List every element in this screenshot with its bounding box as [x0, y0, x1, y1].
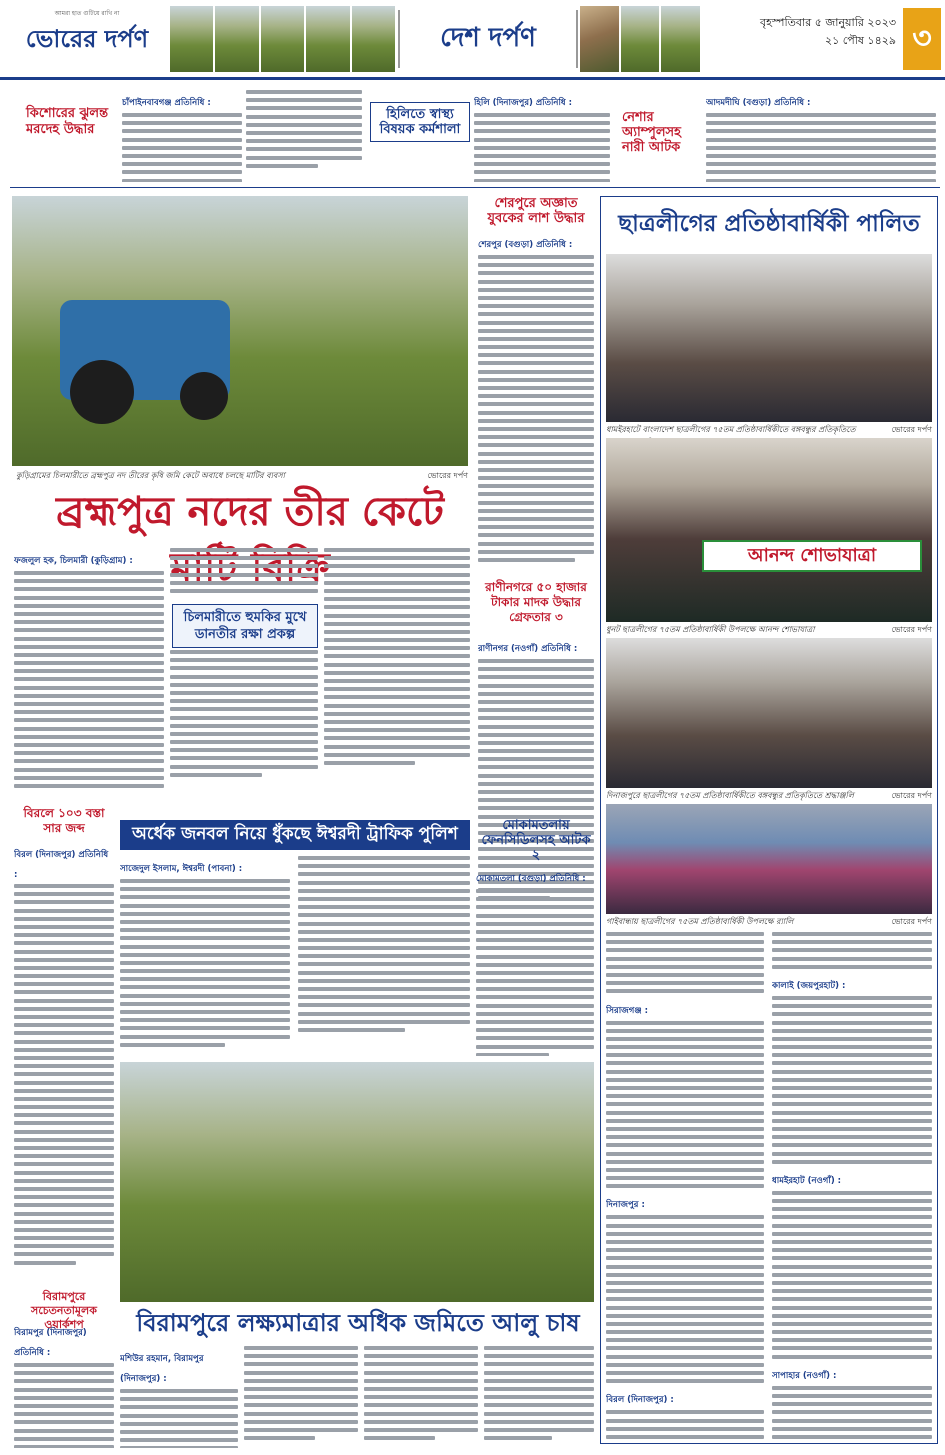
- article-kishor-col2: [246, 90, 362, 182]
- article-hili-col1: [474, 90, 610, 182]
- article-mokamtola: [476, 866, 594, 1056]
- headline-biram-workshop: বিরামপুরে সচেতনতামূলক ওয়ার্কশপ: [31, 1290, 97, 1331]
- lead-headline: ব্রহ্মপুত্র নদের তীর কেটে: [56, 489, 444, 535]
- right-headline: ছাত্রলীগের প্রতিষ্ঠাবার্ষিকী পালিত: [618, 211, 920, 237]
- right-photo-3-credit: ভোরের দর্পণ: [891, 791, 932, 800]
- headline-hili: হিলিতে স্বাস্থ্য বিষয়ক কর্মশালা: [370, 102, 470, 142]
- bottom-article-col3: [364, 1346, 478, 1448]
- right-photo-3-caption: দিনাজপুরে ছাত্রলীগের ৭৫তম প্রতিষ্ঠাবার্ষিকীতে বঙ্গবন্ধুর প্রতিকৃতিতে শ্রদ্ধাঞ্জলি: [606, 791, 854, 800]
- header-photo-strip: [170, 6, 395, 72]
- right-photo-2: [606, 438, 932, 622]
- byline: ধামইরহাট (নওগাঁ) :: [772, 1175, 842, 1186]
- lead-article-col3: [324, 548, 470, 792]
- bottom-article-col1: [120, 1346, 238, 1448]
- header-photo: [661, 6, 700, 72]
- byline: কালাই (জয়পুরহাট) :: [772, 980, 846, 991]
- right-photo-4: [606, 804, 932, 914]
- right-photo-2-credit: ভোরের দর্পণ: [891, 625, 932, 634]
- byline: বিরল (দিনাজপুর) প্রতিনিধি :: [14, 850, 109, 880]
- headline-fertilizer: বিরলে ১০৩ বস্তা সার জব্দ: [23, 806, 105, 835]
- headline-kishor: কিশোরের ঝুলন্ত মরদেহ উদ্ধার: [26, 106, 109, 137]
- article-sherpur: [478, 232, 594, 576]
- lead-byline: ফজলুল হক, চিলমারী (কুড়িগ্রাম) :: [14, 556, 133, 566]
- right-photo-3: [606, 638, 932, 788]
- article-traffic-col2: [298, 856, 470, 1056]
- date-gregorian: বৃহস্পতিবার ৫ জানুয়ারি ২০২৩: [760, 16, 896, 29]
- potato-field-photo: [120, 1062, 594, 1302]
- brand-logo: [12, 8, 162, 66]
- byline: চাঁপাইনবাবগঞ্জ প্রতিনিধি :: [122, 98, 211, 108]
- headline-mokamtola: মোকামতলায় ফেনসিডিলসহ আটক ২: [481, 818, 591, 863]
- lead-subhead: চিলমারীতে হুমকির মুখে ডানতীর রক্ষা প্রকল্প: [172, 604, 318, 648]
- right-photo-1-caption: ধামইরহাটে বাংলাদেশ ছাত্রলীগের ৭৫তম প্রতিষ্ঠাবার্ষিকীতে বঙ্গবন্ধুর প্রতিকৃতিতে: [606, 425, 856, 434]
- tractor-wheel: [70, 360, 134, 424]
- right-article-col2: [772, 932, 932, 1440]
- byline: বিরল (দিনাজপুর) :: [606, 1395, 674, 1406]
- header-photo: [580, 6, 619, 72]
- right-photo-1-credit: ভোরের দর্পণ: [891, 425, 932, 434]
- right-article-col1: [606, 932, 764, 1440]
- byline: বিরামপুর (দিনাজপুর) প্রতিনিধি :: [14, 1328, 87, 1358]
- header-photo: [621, 6, 660, 72]
- banner-anondo-text: আনন্দ শোভাযাত্রা: [747, 545, 877, 566]
- bottom-article-col2: [244, 1346, 358, 1448]
- byline: সিরাজগঞ্জ :: [606, 1005, 648, 1016]
- lead-article-col2: [170, 650, 318, 792]
- byline: মোকামতলা (বগুড়া) প্রতিনিধি :: [476, 874, 586, 884]
- right-photo-4-credit: ভোরের দর্পণ: [891, 917, 932, 926]
- lead-photo-credit: ভোরের দর্পণ: [427, 471, 468, 480]
- bottom-byline: মশিউর রহমান, বিরামপুর (দিনাজপুর) :: [120, 1354, 204, 1384]
- byline: দিনাজপুর :: [606, 1200, 645, 1211]
- byline: হিলি (দিনাজপুর) প্রতিনিধি :: [474, 98, 573, 108]
- header-photo: [261, 6, 304, 72]
- tractor-wheel: [180, 372, 228, 420]
- article-nesha: [706, 90, 936, 182]
- byline: সাপাহার (নওগাঁ) :: [772, 1370, 837, 1381]
- header-photo-strip-right: [580, 6, 700, 72]
- header-photo: [215, 6, 258, 72]
- headline-traffic: অর্ধেক জনবল নিয়ে ধুঁকছে ঈশ্বরদী ট্রাফিক পুলিশ: [120, 820, 470, 850]
- bottom-article-col4: [484, 1346, 594, 1448]
- brand-name: ভোরের দর্পণ: [25, 25, 149, 53]
- headline-sherpur: শেরপুরে অজ্ঞাত যুবকের লাশ উদ্ধার: [487, 196, 585, 226]
- article-kishor-col1: [122, 90, 242, 182]
- right-photo-4-caption: গাইবান্ধায় ছাত্রলীগের ৭৫তম প্রতিষ্ঠাবার্ষিকী উপলক্ষে র‍্যালি: [606, 917, 794, 926]
- headline-nesha: নেশার অ্যাম্পুলসহ নারী আটক: [622, 110, 681, 155]
- article-biram-workshop: [14, 1320, 114, 1448]
- byline: শেরপুর (বগুড়া) প্রতিনিধি :: [478, 240, 573, 250]
- brand-tagline: আমরা হাত গুটিয়ে রাখি না: [54, 10, 120, 17]
- right-photo-1: [606, 254, 932, 422]
- byline: রাণীনগর (নওগাঁ) প্রতিনিধি :: [478, 644, 578, 654]
- right-photo-2-caption: ধুনট ছাত্রলীগের ৭৫তম প্রতিষ্ঠাবার্ষিকী উপলক্ষে আনন্দ শোভাযাত্রা: [606, 625, 815, 634]
- issue-date: [706, 14, 896, 50]
- headline-raninagar: রাণীনগরে ৫০ হাজার টাকার মাদক উদ্ধার গ্রেফতার ৩: [485, 580, 587, 624]
- lead-photo-caption: কুড়িগ্রামের চিলমারীতে ব্রহ্মপুত্র নদ তীরের কৃষি জমি কেটে অবাধে চলছে মাটির ব্যবসা: [16, 471, 285, 480]
- header-photo: [170, 6, 213, 72]
- article-traffic-col1: [120, 856, 290, 1056]
- article-fertilizer: [14, 842, 114, 1282]
- byline: আদমদীঘি (বগুড়া) প্রতিনিধি :: [706, 98, 811, 108]
- lead-article-col1: [14, 548, 164, 792]
- date-bengali: ২১ পৌষ ১৪২৯: [825, 34, 896, 47]
- lead-article-col2-top: [170, 548, 318, 600]
- section-title: দেশ দর্পণ: [398, 10, 578, 68]
- header-photo: [306, 6, 349, 72]
- bottom-headline: বিরামপুরে লক্ষ্যমাত্রার অধিক জমিতে আলু চাষ: [136, 1309, 580, 1337]
- page-number: ৩: [903, 8, 941, 70]
- byline: সাজেদুল ইসলাম, ঈশ্বরদী (পাবনা) :: [120, 864, 243, 874]
- header-photo: [352, 6, 395, 72]
